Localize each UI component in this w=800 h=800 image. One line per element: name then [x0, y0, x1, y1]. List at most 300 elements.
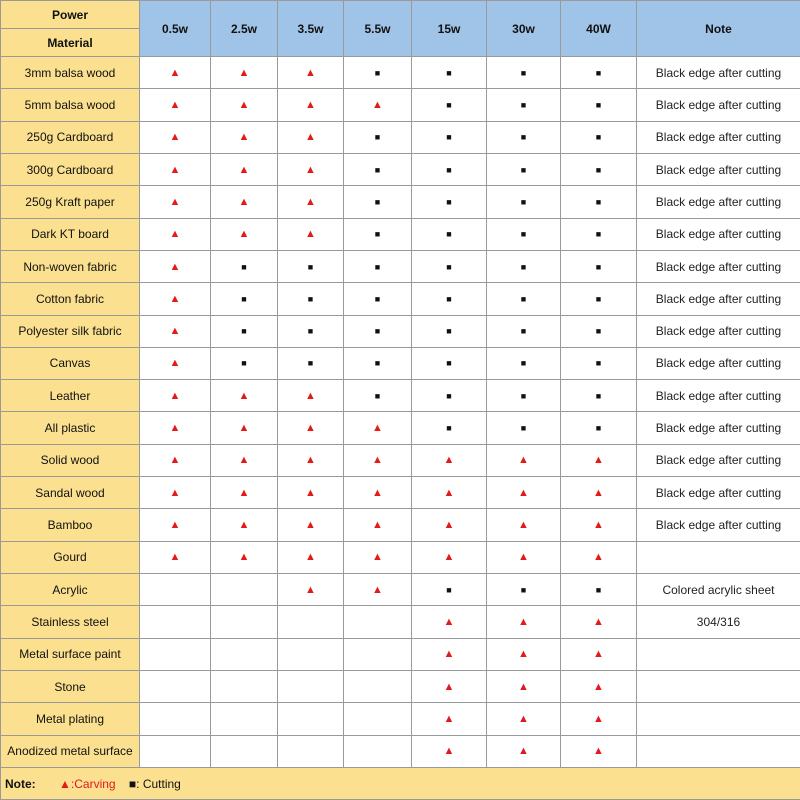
cutting-square-icon: ■ — [446, 326, 452, 337]
value-cell — [140, 444, 211, 476]
value-cell — [140, 380, 211, 412]
table-row — [1, 315, 800, 347]
value-cell — [412, 315, 487, 347]
cutting-square-icon: ■ — [595, 229, 602, 240]
note-cell: Black edge after cutting — [637, 153, 800, 185]
value-cell — [344, 250, 412, 282]
note-cell: Black edge after cutting — [637, 444, 800, 476]
value-cell — [278, 735, 344, 767]
cutting-square-icon: ■ — [520, 326, 527, 337]
carving-triangle-icon: ▲ — [169, 228, 181, 241]
cutting-square-icon: ■ — [595, 358, 602, 369]
carving-triangle-icon: ▲ — [593, 486, 604, 499]
carving-triangle-icon: ▲ — [169, 163, 181, 176]
value-cell — [278, 186, 344, 218]
value-cell — [487, 735, 561, 767]
value-cell — [412, 670, 487, 702]
cutting-square-icon: ■ — [446, 229, 452, 240]
value-cell — [487, 703, 561, 735]
cutting-square-icon: ■ — [595, 164, 602, 175]
material-cell: Leather — [1, 380, 140, 412]
value-cell — [211, 153, 278, 185]
carving-triangle-icon: ▲ — [305, 422, 316, 435]
cutting-square-icon: ■ — [307, 326, 314, 337]
value-cell — [412, 606, 487, 638]
cutting-square-icon: ■ — [595, 390, 602, 401]
value-cell — [140, 541, 211, 573]
value-cell — [211, 606, 278, 638]
table-row — [1, 186, 800, 218]
cutting-square-icon: ■ — [595, 261, 602, 272]
value-cell — [278, 444, 344, 476]
carving-triangle-icon: ▲ — [238, 389, 250, 402]
cutting-square-icon: ■ — [374, 67, 381, 78]
value-cell — [561, 283, 637, 315]
value-cell — [278, 574, 344, 606]
value-cell — [344, 412, 412, 444]
material-cell: All plastic — [1, 412, 140, 444]
value-cell — [278, 153, 344, 185]
carving-triangle-icon: ▲ — [305, 519, 316, 532]
value-cell — [140, 57, 211, 89]
value-cell — [412, 735, 487, 767]
value-cell — [412, 186, 487, 218]
material-cell: Acrylic — [1, 574, 140, 606]
value-cell — [211, 283, 278, 315]
cutting-square-icon: ■ — [520, 99, 527, 110]
note-cell: Black edge after cutting — [637, 347, 800, 379]
material-cell: Stone — [1, 670, 140, 702]
value-cell — [487, 509, 561, 541]
carving-triangle-icon: ▲ — [593, 745, 604, 758]
value-cell — [211, 574, 278, 606]
cutting-square-icon: ■ — [520, 390, 527, 401]
table-row — [1, 606, 800, 638]
cutting-square-icon: ■ — [446, 196, 452, 207]
cutting-square-icon: ■ — [446, 390, 452, 401]
value-cell — [344, 57, 412, 89]
material-cell: Bamboo — [1, 509, 140, 541]
value-cell — [412, 541, 487, 573]
cutting-square-icon: ■ — [595, 423, 602, 434]
carving-triangle-icon: ▲ — [372, 98, 383, 111]
value-cell — [412, 57, 487, 89]
value-cell — [211, 412, 278, 444]
carving-triangle-icon: ▲ — [305, 163, 316, 176]
cutting-square-icon: ■ — [446, 261, 452, 272]
carving-triangle-icon: ▲ — [518, 615, 529, 628]
carving-triangle-icon: ▲ — [305, 551, 316, 564]
value-cell — [561, 153, 637, 185]
value-cell — [412, 444, 487, 476]
value-cell — [487, 218, 561, 250]
value-cell — [211, 380, 278, 412]
cutting-legend: ■: Cutting — [128, 776, 181, 791]
cutting-square-icon: ■ — [595, 584, 602, 595]
value-cell — [278, 218, 344, 250]
value-cell — [344, 541, 412, 573]
cutting-square-icon: ■ — [520, 293, 527, 304]
note-cell: Black edge after cutting — [637, 315, 800, 347]
table-row — [1, 218, 800, 250]
carving-triangle-icon: ▲ — [305, 195, 316, 208]
carving-triangle-icon: ▲ — [443, 745, 455, 758]
carving-triangle-icon: ▲ — [443, 712, 455, 725]
value-cell — [561, 638, 637, 670]
value-cell — [487, 250, 561, 282]
note-cell: Black edge after cutting — [637, 412, 800, 444]
power-label: Power — [1, 1, 139, 29]
table-row — [1, 703, 800, 735]
cutting-square-icon: ■ — [595, 132, 602, 143]
value-cell — [412, 250, 487, 282]
legend-row — [1, 768, 800, 800]
value-cell — [412, 380, 487, 412]
table-row — [1, 735, 800, 767]
table-row — [1, 412, 800, 444]
value-cell — [140, 638, 211, 670]
table-row — [1, 283, 800, 315]
value-cell — [487, 283, 561, 315]
value-cell — [278, 670, 344, 702]
material-cell: Dark KT board — [1, 218, 140, 250]
power-header-3: 5.5w — [344, 1, 412, 57]
value-cell — [344, 444, 412, 476]
carving-triangle-icon: ▲ — [169, 66, 181, 79]
value-cell — [344, 218, 412, 250]
value-cell — [211, 57, 278, 89]
cutting-square-icon: ■ — [446, 164, 452, 175]
value-cell — [140, 412, 211, 444]
value-cell — [412, 121, 487, 153]
value-cell — [278, 347, 344, 379]
value-cell — [211, 89, 278, 121]
material-label: Material — [47, 35, 93, 50]
cutting-square-icon: ■ — [595, 293, 602, 304]
table-row — [1, 347, 800, 379]
cutting-square-icon: ■ — [595, 326, 602, 337]
carving-triangle-icon: ▲ — [372, 551, 383, 564]
material-cell: 250g Kraft paper — [1, 186, 140, 218]
cutting-square-icon: ■ — [520, 67, 527, 78]
note-cell: Black edge after cutting — [637, 89, 800, 121]
carving-triangle-icon: ▲ — [593, 648, 604, 661]
carving-triangle-icon: ▲ — [443, 519, 455, 532]
cutting-square-icon: ■ — [446, 293, 452, 304]
value-cell — [412, 412, 487, 444]
material-cell: Gourd — [1, 541, 140, 573]
carving-triangle-icon: ▲ — [518, 454, 529, 467]
value-cell — [412, 509, 487, 541]
value-cell — [561, 186, 637, 218]
carving-triangle-icon: ▲ — [238, 228, 250, 241]
carving-triangle-icon: ▲ — [305, 131, 316, 144]
value-cell — [140, 347, 211, 379]
cutting-square-icon: ■ — [374, 196, 381, 207]
carving-triangle-icon: ▲ — [238, 551, 250, 564]
carving-triangle-icon: ▲ — [305, 98, 316, 111]
header-row — [1, 1, 800, 57]
value-cell — [561, 380, 637, 412]
value-cell — [344, 477, 412, 509]
value-cell — [278, 89, 344, 121]
power-header-5: 30w — [487, 1, 561, 57]
note-cell: Black edge after cutting — [637, 477, 800, 509]
carving-triangle-icon: ▲ — [238, 422, 250, 435]
value-cell — [278, 283, 344, 315]
value-cell — [211, 186, 278, 218]
cutting-square-icon: ■ — [307, 261, 314, 272]
carving-triangle-icon: ▲ — [238, 454, 250, 467]
value-cell — [140, 670, 211, 702]
value-cell — [412, 477, 487, 509]
carving-triangle-icon: ▲ — [443, 454, 455, 467]
value-cell — [487, 541, 561, 573]
value-cell — [561, 477, 637, 509]
cutting-square-icon: ■ — [374, 326, 381, 337]
value-cell — [412, 638, 487, 670]
material-cell: Sandal wood — [1, 477, 140, 509]
value-cell — [487, 670, 561, 702]
legend-cell — [1, 768, 800, 800]
carving-triangle-icon: ▲ — [518, 551, 529, 564]
material-cell: 5mm balsa wood — [1, 89, 140, 121]
carving-triangle-icon: ▲ — [238, 131, 250, 144]
value-cell — [278, 57, 344, 89]
carving-triangle-icon: ▲ — [372, 486, 383, 499]
material-cell: Metal surface paint — [1, 638, 140, 670]
material-cell: Cotton fabric — [1, 283, 140, 315]
value-cell — [211, 509, 278, 541]
cutting-square-icon: ■ — [520, 229, 527, 240]
value-cell — [278, 380, 344, 412]
value-cell — [344, 121, 412, 153]
cutting-square-icon: ■ — [307, 293, 314, 304]
table-row — [1, 57, 800, 89]
carving-triangle-icon: ▲ — [372, 583, 383, 596]
value-cell — [561, 444, 637, 476]
value-cell — [140, 186, 211, 218]
value-cell — [211, 638, 278, 670]
carving-triangle-icon: ▲ — [443, 551, 455, 564]
carving-triangle-icon: ▲ — [305, 454, 316, 467]
value-cell — [140, 283, 211, 315]
value-cell — [412, 283, 487, 315]
value-cell — [561, 541, 637, 573]
value-cell — [278, 477, 344, 509]
cutting-square-icon: ■ — [446, 423, 452, 434]
carving-triangle-icon: ▲ — [593, 680, 604, 693]
note-cell: Black edge after cutting — [637, 218, 800, 250]
cutting-square-icon: ■ — [374, 132, 381, 143]
value-cell — [561, 250, 637, 282]
material-cell: 250g Cardboard — [1, 121, 140, 153]
value-cell — [561, 347, 637, 379]
value-cell — [487, 57, 561, 89]
value-cell — [278, 250, 344, 282]
value-cell — [561, 670, 637, 702]
table-row — [1, 153, 800, 185]
cutting-square-icon: ■ — [520, 584, 527, 595]
value-cell — [412, 574, 487, 606]
cutting-square-icon: ■ — [446, 67, 452, 78]
value-cell — [140, 606, 211, 638]
value-cell — [211, 477, 278, 509]
value-cell — [211, 735, 278, 767]
carving-triangle-icon: ▲ — [169, 357, 181, 370]
cutting-square-icon: ■ — [241, 261, 247, 272]
carving-triangle-icon: ▲ — [238, 519, 250, 532]
carving-triangle-icon: ▲ — [593, 615, 604, 628]
value-cell — [487, 153, 561, 185]
corner-header-cell — [1, 1, 140, 57]
value-cell — [140, 121, 211, 153]
material-cell: Solid wood — [1, 444, 140, 476]
value-cell — [278, 121, 344, 153]
table-row — [1, 380, 800, 412]
value-cell — [561, 89, 637, 121]
value-cell — [140, 703, 211, 735]
value-cell — [211, 670, 278, 702]
cutting-square-icon: ■ — [241, 326, 247, 337]
carving-triangle-icon: ▲ — [443, 680, 455, 693]
value-cell — [211, 541, 278, 573]
value-cell — [344, 186, 412, 218]
material-cell: Metal plating — [1, 703, 140, 735]
note-cell — [637, 638, 800, 670]
value-cell — [344, 153, 412, 185]
value-cell — [561, 606, 637, 638]
carving-triangle-icon: ▲ — [169, 98, 181, 111]
value-cell — [487, 315, 561, 347]
carving-triangle-icon: ▲ — [443, 648, 455, 661]
value-cell — [211, 121, 278, 153]
value-cell — [487, 412, 561, 444]
note-cell: Black edge after cutting — [637, 380, 800, 412]
value-cell — [487, 477, 561, 509]
carving-triangle-icon: ▲ — [518, 486, 529, 499]
note-cell: Black edge after cutting — [637, 57, 800, 89]
value-cell — [344, 703, 412, 735]
power-header-2: 3.5w — [278, 1, 344, 57]
cutting-square-icon: ■ — [520, 423, 527, 434]
value-cell — [278, 606, 344, 638]
cutting-square-icon: ■ — [374, 229, 381, 240]
table-row — [1, 574, 800, 606]
legend-label: Note: — [5, 776, 36, 791]
table-row — [1, 477, 800, 509]
cutting-square-icon: ■ — [307, 358, 314, 369]
value-cell — [211, 315, 278, 347]
value-cell — [140, 735, 211, 767]
value-cell — [278, 638, 344, 670]
carving-triangle-icon: ▲ — [169, 260, 181, 273]
note-cell — [637, 703, 800, 735]
value-cell — [412, 703, 487, 735]
table-row — [1, 444, 800, 476]
value-cell — [412, 153, 487, 185]
value-cell — [140, 315, 211, 347]
value-cell — [140, 250, 211, 282]
table-row — [1, 541, 800, 573]
cutting-square-icon: ■ — [520, 196, 527, 207]
carving-triangle-icon: ▲ — [238, 486, 250, 499]
material-cell: Canvas — [1, 347, 140, 379]
value-cell — [487, 186, 561, 218]
cutting-square-icon: ■ — [374, 261, 381, 272]
value-cell — [211, 444, 278, 476]
table-row — [1, 250, 800, 282]
value-cell — [140, 89, 211, 121]
value-cell — [140, 153, 211, 185]
table-row — [1, 670, 800, 702]
carving-triangle-icon: ▲ — [169, 486, 181, 499]
value-cell — [487, 121, 561, 153]
value-cell — [344, 670, 412, 702]
carving-triangle-icon: ▲ — [169, 195, 181, 208]
material-cell: 300g Cardboard — [1, 153, 140, 185]
value-cell — [278, 541, 344, 573]
value-cell — [344, 509, 412, 541]
cutting-square-icon: ■ — [520, 132, 527, 143]
table-body — [1, 57, 800, 768]
value-cell — [412, 218, 487, 250]
table-row — [1, 121, 800, 153]
material-cell: Polyester silk fabric — [1, 315, 140, 347]
carving-triangle-icon: ▲ — [305, 389, 316, 402]
table-row — [1, 89, 800, 121]
value-cell — [211, 218, 278, 250]
carving-triangle-icon: ▲ — [305, 228, 316, 241]
cutting-square-icon: ■ — [595, 196, 602, 207]
note-cell: Black edge after cutting — [637, 121, 800, 153]
value-cell — [140, 218, 211, 250]
note-cell: Black edge after cutting — [637, 283, 800, 315]
note-header: Note — [637, 1, 800, 57]
value-cell — [278, 703, 344, 735]
value-cell — [487, 638, 561, 670]
carving-triangle-icon: ▲ — [372, 422, 383, 435]
carving-triangle-icon: ▲ — [518, 712, 529, 725]
value-cell — [561, 218, 637, 250]
value-cell — [344, 735, 412, 767]
carving-triangle-icon: ▲ — [443, 486, 455, 499]
value-cell — [140, 509, 211, 541]
value-cell — [487, 380, 561, 412]
carving-triangle-icon: ▲ — [238, 98, 250, 111]
value-cell — [344, 315, 412, 347]
material-cell: 3mm balsa wood — [1, 57, 140, 89]
cutting-square-icon: ■ — [374, 390, 381, 401]
value-cell — [561, 315, 637, 347]
carving-triangle-icon: ▲ — [169, 454, 181, 467]
value-cell — [140, 574, 211, 606]
carving-triangle-icon: ▲ — [169, 131, 181, 144]
value-cell — [561, 57, 637, 89]
value-cell — [412, 89, 487, 121]
material-cell: Stainless steel — [1, 606, 140, 638]
value-cell — [561, 574, 637, 606]
power-header-0: 0.5w — [140, 1, 211, 57]
cutting-square-icon: ■ — [595, 99, 602, 110]
note-cell: 304/316 — [637, 606, 800, 638]
cutting-square-icon: ■ — [446, 132, 452, 143]
carving-triangle-icon: ▲ — [593, 551, 604, 564]
value-cell — [344, 89, 412, 121]
carving-triangle-icon: ▲ — [169, 325, 181, 338]
cutting-square-icon: ■ — [374, 358, 381, 369]
carving-triangle-icon: ▲ — [305, 66, 316, 79]
